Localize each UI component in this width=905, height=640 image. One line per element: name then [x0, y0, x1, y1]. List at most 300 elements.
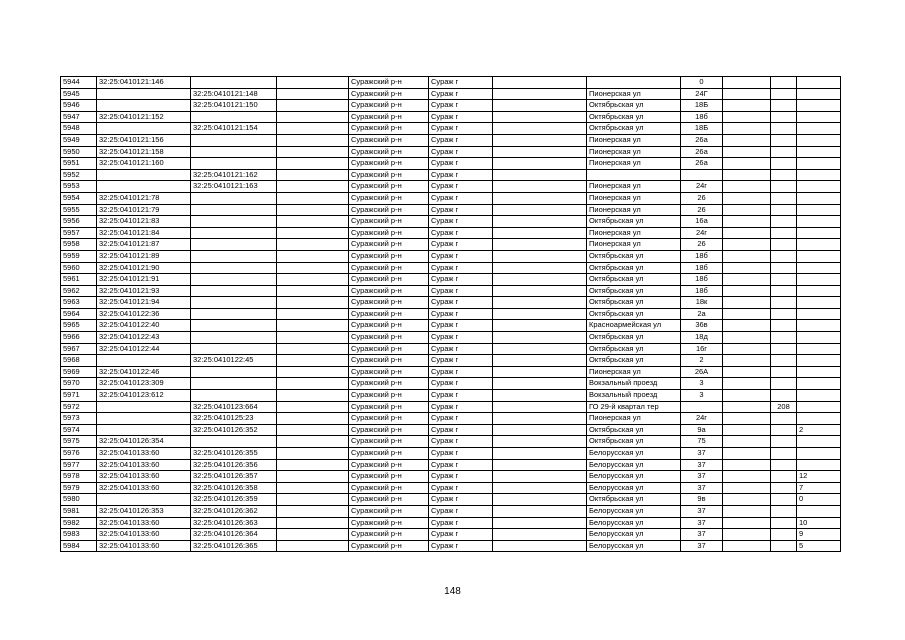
cell-city: Сураж г [429, 343, 493, 355]
cell-city: Сураж г [429, 274, 493, 286]
cell-street: Белорусская ул [587, 482, 681, 494]
cell-cad1: 32:25:0410123:612 [97, 390, 191, 402]
cell-e2 [493, 436, 587, 448]
cell-city: Сураж г [429, 482, 493, 494]
table-row [61, 285, 841, 297]
cell-cad2 [191, 250, 277, 262]
cell-e3 [771, 123, 797, 135]
cell-cad2 [191, 297, 277, 309]
cell-cad2 [191, 239, 277, 251]
cell-num: 5966 [61, 332, 97, 344]
cell-district: Суражский р-н [349, 123, 429, 135]
cell-street: Пионерская ул [587, 88, 681, 100]
cell-num: 5956 [61, 216, 97, 228]
cell-house: 18б [681, 111, 723, 123]
cell-house: 75 [681, 436, 723, 448]
table-row [61, 158, 841, 170]
cell-e3 [771, 436, 797, 448]
cell-city: Сураж г [429, 250, 493, 262]
cell-e0 [277, 494, 349, 506]
cell-cad1: 32:25:0410121:84 [97, 227, 191, 239]
cell-e1 [723, 390, 771, 402]
cell-e1 [723, 332, 771, 344]
cell-cad1 [97, 169, 191, 181]
cell-district: Суражский р-н [349, 517, 429, 529]
cell-e1 [723, 146, 771, 158]
cell-house: 37 [681, 529, 723, 541]
cell-house: 9в [681, 494, 723, 506]
table-row [61, 204, 841, 216]
cell-street: Вокзальный проезд [587, 390, 681, 402]
cell-num: 5982 [61, 517, 97, 529]
cell-city: Сураж г [429, 134, 493, 146]
cell-house: 26А [681, 366, 723, 378]
cell-num: 5949 [61, 134, 97, 146]
cell-num: 5962 [61, 285, 97, 297]
cell-e4 [797, 505, 841, 517]
cell-e4 [797, 227, 841, 239]
cell-street: Октябрьская ул [587, 111, 681, 123]
cell-num: 5963 [61, 297, 97, 309]
page-number: 148 [444, 586, 461, 597]
cell-e0 [277, 505, 349, 517]
cell-cad1 [97, 494, 191, 506]
table-row [61, 123, 841, 135]
cell-cad2: 32:25:0410126:359 [191, 494, 277, 506]
cell-e1 [723, 77, 771, 89]
cell-e3 [771, 111, 797, 123]
cell-e1 [723, 308, 771, 320]
table-row [61, 540, 841, 552]
cell-e2 [493, 401, 587, 413]
cell-e3 [771, 459, 797, 471]
cell-num: 5958 [61, 239, 97, 251]
cell-city: Сураж г [429, 204, 493, 216]
cell-num: 5947 [61, 111, 97, 123]
cell-e4 [797, 459, 841, 471]
cell-district: Суражский р-н [349, 158, 429, 170]
cell-e0 [277, 471, 349, 483]
cell-e0 [277, 401, 349, 413]
cell-district: Суражский р-н [349, 448, 429, 460]
cell-city: Сураж г [429, 540, 493, 552]
cell-e0 [277, 192, 349, 204]
cell-street [587, 77, 681, 89]
cell-street: ГО 29-й квартал тер [587, 401, 681, 413]
cell-house: 37 [681, 448, 723, 460]
cell-e3 [771, 343, 797, 355]
cell-cad1: 32:25:0410133:60 [97, 540, 191, 552]
cell-e1 [723, 250, 771, 262]
cell-street: Белорусская ул [587, 529, 681, 541]
cell-num: 5967 [61, 343, 97, 355]
cell-cad2: 32:25:0410126:355 [191, 448, 277, 460]
cell-house: 18б [681, 262, 723, 274]
cell-district: Суражский р-н [349, 297, 429, 309]
cell-e0 [277, 390, 349, 402]
cell-house: 26 [681, 192, 723, 204]
cell-e4 [797, 332, 841, 344]
cell-e2 [493, 250, 587, 262]
cell-e4 [797, 216, 841, 228]
cell-house [681, 169, 723, 181]
cell-street: Белорусская ул [587, 459, 681, 471]
cell-city: Сураж г [429, 146, 493, 158]
table-row [61, 169, 841, 181]
table-row [61, 471, 841, 483]
cell-district: Суражский р-н [349, 424, 429, 436]
cell-e0 [277, 448, 349, 460]
table-row [61, 529, 841, 541]
cell-e0 [277, 308, 349, 320]
cell-e0 [277, 146, 349, 158]
cell-cad1: 32:25:0410122:46 [97, 366, 191, 378]
table-row [61, 401, 841, 413]
cell-e4 [797, 413, 841, 425]
cell-cad1: 32:25:0410122:44 [97, 343, 191, 355]
cell-house: 2 [681, 355, 723, 367]
cell-e2 [493, 111, 587, 123]
cell-house: 26а [681, 158, 723, 170]
cell-cad2: 32:25:0410123:664 [191, 401, 277, 413]
cell-e2 [493, 413, 587, 425]
cell-city: Сураж г [429, 332, 493, 344]
cell-city: Сураж г [429, 88, 493, 100]
cell-e3 [771, 378, 797, 390]
cell-e4 [797, 123, 841, 135]
cell-city: Сураж г [429, 181, 493, 193]
cell-e0 [277, 250, 349, 262]
table-row [61, 390, 841, 402]
cell-e0 [277, 111, 349, 123]
cell-city: Сураж г [429, 494, 493, 506]
cell-cad2: 32:25:0410121:162 [191, 169, 277, 181]
cell-num: 5981 [61, 505, 97, 517]
cell-street: Красноармейская ул [587, 320, 681, 332]
cell-city: Сураж г [429, 401, 493, 413]
cell-e4 [797, 250, 841, 262]
table-row [61, 424, 841, 436]
table-row [61, 320, 841, 332]
cell-num: 5980 [61, 494, 97, 506]
cell-house: 18б [681, 274, 723, 286]
cell-num: 5948 [61, 123, 97, 135]
cell-house: 37 [681, 482, 723, 494]
cell-cad2: 32:25:0410126:352 [191, 424, 277, 436]
cell-house [681, 401, 723, 413]
cell-cad2: 32:25:0410126:363 [191, 517, 277, 529]
cell-district: Суражский р-н [349, 285, 429, 297]
cell-e3 [771, 366, 797, 378]
cell-e0 [277, 378, 349, 390]
registry-table-body [61, 77, 841, 552]
cell-e3 [771, 181, 797, 193]
cell-cad2 [191, 343, 277, 355]
cell-street: Октябрьская ул [587, 297, 681, 309]
cell-e2 [493, 181, 587, 193]
table-row [61, 308, 841, 320]
table-row [61, 274, 841, 286]
cell-e2 [493, 285, 587, 297]
cell-e3 [771, 285, 797, 297]
cell-e4 [797, 100, 841, 112]
cell-cad1: 32:25:0410133:60 [97, 459, 191, 471]
cell-e2 [493, 378, 587, 390]
cell-house: 18Б [681, 123, 723, 135]
cell-e1 [723, 343, 771, 355]
cell-cad1: 32:25:0410121:152 [97, 111, 191, 123]
table-row [61, 366, 841, 378]
cell-e3 [771, 100, 797, 112]
cell-e1 [723, 517, 771, 529]
cell-e2 [493, 204, 587, 216]
cell-district: Суражский р-н [349, 192, 429, 204]
cell-cad1 [97, 181, 191, 193]
cell-e4: 7 [797, 482, 841, 494]
cell-e4 [797, 204, 841, 216]
cell-cad1: 32:25:0410123:309 [97, 378, 191, 390]
cell-district: Суражский р-н [349, 227, 429, 239]
cell-e4 [797, 274, 841, 286]
cell-num: 5960 [61, 262, 97, 274]
cell-e2 [493, 169, 587, 181]
table-row [61, 297, 841, 309]
cell-district: Суражский р-н [349, 332, 429, 344]
cell-cad1: 32:25:0410126:353 [97, 505, 191, 517]
cell-cad2 [191, 111, 277, 123]
cell-num: 5972 [61, 401, 97, 413]
cell-e3 [771, 262, 797, 274]
cell-e2 [493, 192, 587, 204]
cell-e2 [493, 308, 587, 320]
cell-street: Пионерская ул [587, 146, 681, 158]
cell-street: Пионерская ул [587, 158, 681, 170]
cell-e4 [797, 88, 841, 100]
cell-city: Сураж г [429, 111, 493, 123]
cell-cad2 [191, 308, 277, 320]
cell-e0 [277, 181, 349, 193]
cell-cad1: 32:25:0410121:89 [97, 250, 191, 262]
cell-house: 24г [681, 181, 723, 193]
cell-num: 5970 [61, 378, 97, 390]
cell-cad2 [191, 204, 277, 216]
cell-house: 37 [681, 505, 723, 517]
cell-cad1: 32:25:0410122:36 [97, 308, 191, 320]
cell-city: Сураж г [429, 239, 493, 251]
cell-cad2 [191, 227, 277, 239]
cell-district: Суражский р-н [349, 262, 429, 274]
cell-e3 [771, 192, 797, 204]
cell-e0 [277, 297, 349, 309]
cell-e4 [797, 285, 841, 297]
cell-e3 [771, 169, 797, 181]
table-row [61, 262, 841, 274]
cell-city: Сураж г [429, 262, 493, 274]
cell-house: 37 [681, 459, 723, 471]
cell-cad1: 32:25:0410133:60 [97, 448, 191, 460]
cell-e0 [277, 169, 349, 181]
cell-street: Октябрьская ул [587, 436, 681, 448]
cell-city: Сураж г [429, 123, 493, 135]
cell-e4: 5 [797, 540, 841, 552]
table-row [61, 77, 841, 89]
cell-e3 [771, 320, 797, 332]
cell-district: Суражский р-н [349, 494, 429, 506]
cell-house: 16а [681, 216, 723, 228]
cell-district: Суражский р-н [349, 134, 429, 146]
cell-num: 5969 [61, 366, 97, 378]
cell-cad1: 32:25:0410121:94 [97, 297, 191, 309]
cell-cad2 [191, 158, 277, 170]
cell-e4 [797, 436, 841, 448]
cell-e3 [771, 308, 797, 320]
cell-e4 [797, 262, 841, 274]
cell-e1 [723, 494, 771, 506]
cell-house: 18Б [681, 100, 723, 112]
cell-house: 24г [681, 413, 723, 425]
cell-e2 [493, 216, 587, 228]
cell-district: Суражский р-н [349, 169, 429, 181]
cell-cad1: 32:25:0410121:79 [97, 204, 191, 216]
cell-house: 26 [681, 204, 723, 216]
cell-cad1: 32:25:0410121:156 [97, 134, 191, 146]
cell-city: Сураж г [429, 169, 493, 181]
cell-cad2: 32:25:0410122:45 [191, 355, 277, 367]
table-row [61, 192, 841, 204]
cell-e4 [797, 111, 841, 123]
cell-e2 [493, 390, 587, 402]
cell-e0 [277, 285, 349, 297]
cell-district: Суражский р-н [349, 250, 429, 262]
cell-cad2: 32:25:0410121:154 [191, 123, 277, 135]
cell-street: Пионерская ул [587, 181, 681, 193]
cell-house: 9а [681, 424, 723, 436]
cell-e4 [797, 158, 841, 170]
cell-e4 [797, 146, 841, 158]
cell-e0 [277, 424, 349, 436]
cell-cad2: 32:25:0410121:163 [191, 181, 277, 193]
cell-street: Пионерская ул [587, 204, 681, 216]
cell-street: Октябрьская ул [587, 123, 681, 135]
cell-cad2 [191, 436, 277, 448]
cell-district: Суражский р-н [349, 366, 429, 378]
cell-e3 [771, 134, 797, 146]
cell-street: Октябрьская ул [587, 308, 681, 320]
cell-house: 18б [681, 250, 723, 262]
cell-e2 [493, 274, 587, 286]
cell-street: Октябрьская ул [587, 216, 681, 228]
cell-e1 [723, 204, 771, 216]
cell-e3 [771, 494, 797, 506]
cell-e4 [797, 320, 841, 332]
cell-cad1: 32:25:0410122:40 [97, 320, 191, 332]
cell-cad2: 32:25:0410126:362 [191, 505, 277, 517]
cell-street: Октябрьская ул [587, 355, 681, 367]
table-row [61, 355, 841, 367]
cell-e2 [493, 239, 587, 251]
cell-city: Сураж г [429, 297, 493, 309]
cell-district: Суражский р-н [349, 181, 429, 193]
cell-city: Сураж г [429, 471, 493, 483]
cell-e0 [277, 459, 349, 471]
cell-city: Сураж г [429, 378, 493, 390]
table-row [61, 332, 841, 344]
cell-street: Белорусская ул [587, 540, 681, 552]
cell-e2 [493, 529, 587, 541]
cell-e0 [277, 436, 349, 448]
cell-num: 5965 [61, 320, 97, 332]
cell-district: Суражский р-н [349, 540, 429, 552]
cell-district: Суражский р-н [349, 308, 429, 320]
cell-e3 [771, 332, 797, 344]
cell-e3 [771, 413, 797, 425]
cell-num: 5945 [61, 88, 97, 100]
cell-street: Октябрьская ул [587, 424, 681, 436]
cell-cad2 [191, 146, 277, 158]
cell-cad1 [97, 413, 191, 425]
cell-cad2 [191, 274, 277, 286]
cell-cad2 [191, 285, 277, 297]
cell-district: Суражский р-н [349, 378, 429, 390]
table-row [61, 181, 841, 193]
cell-street: Пионерская ул [587, 413, 681, 425]
cell-cad1: 32:25:0410121:93 [97, 285, 191, 297]
cell-num: 5961 [61, 274, 97, 286]
cell-house: 26а [681, 134, 723, 146]
cell-e1 [723, 482, 771, 494]
cell-district: Суражский р-н [349, 505, 429, 517]
cell-cad1 [97, 424, 191, 436]
cell-e4: 0 [797, 494, 841, 506]
cell-street: Белорусская ул [587, 505, 681, 517]
cell-street: Пионерская ул [587, 239, 681, 251]
cell-city: Сураж г [429, 100, 493, 112]
registry-table [60, 76, 841, 552]
cell-city: Сураж г [429, 77, 493, 89]
cell-e3 [771, 227, 797, 239]
cell-e0 [277, 332, 349, 344]
cell-cad1 [97, 355, 191, 367]
cell-num: 5975 [61, 436, 97, 448]
cell-cad2 [191, 77, 277, 89]
cell-e3 [771, 505, 797, 517]
cell-city: Сураж г [429, 459, 493, 471]
cell-num: 5944 [61, 77, 97, 89]
cell-district: Суражский р-н [349, 471, 429, 483]
cell-street: Октябрьская ул [587, 262, 681, 274]
cell-e1 [723, 100, 771, 112]
cell-cad1: 32:25:0410133:60 [97, 529, 191, 541]
cell-e0 [277, 204, 349, 216]
cell-street: Октябрьская ул [587, 250, 681, 262]
cell-e1 [723, 355, 771, 367]
cell-e1 [723, 540, 771, 552]
cell-street: Октябрьская ул [587, 332, 681, 344]
cell-cad1 [97, 100, 191, 112]
cell-cad1: 32:25:0410133:60 [97, 471, 191, 483]
cell-e4: 10 [797, 517, 841, 529]
cell-num: 5976 [61, 448, 97, 460]
cell-cad1: 32:25:0410121:83 [97, 216, 191, 228]
cell-district: Суражский р-н [349, 401, 429, 413]
cell-house: 36в [681, 320, 723, 332]
cell-e1 [723, 88, 771, 100]
cell-e3 [771, 158, 797, 170]
cell-e3 [771, 540, 797, 552]
cell-e1 [723, 459, 771, 471]
cell-street: Октябрьская ул [587, 343, 681, 355]
cell-cad2 [191, 134, 277, 146]
